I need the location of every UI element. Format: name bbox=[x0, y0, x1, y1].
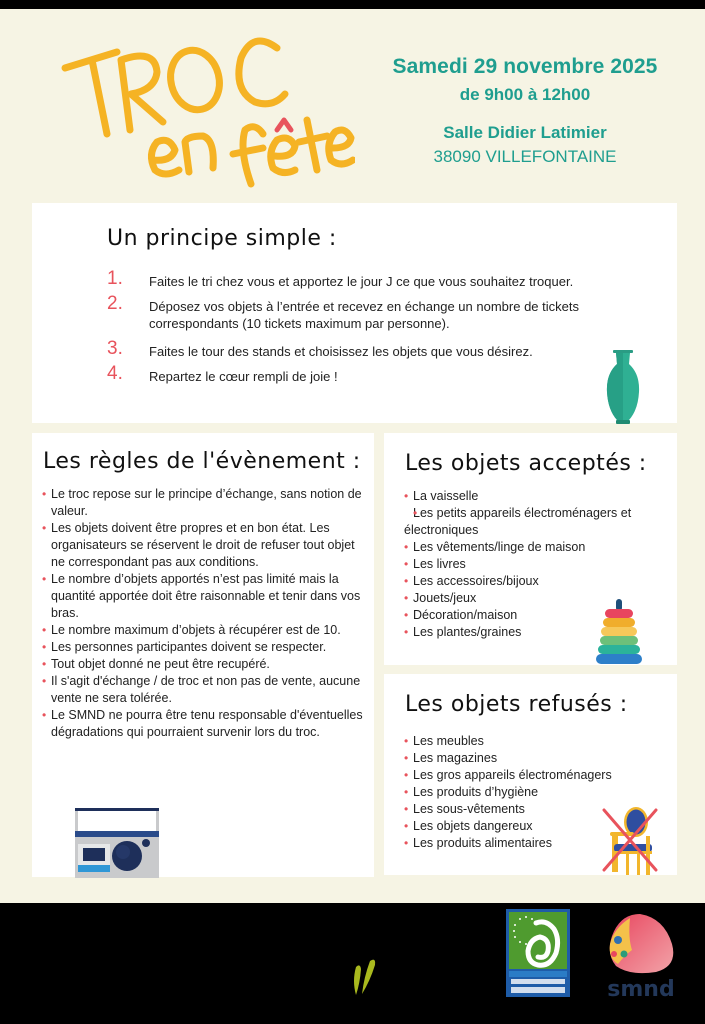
stacking-toy-icon bbox=[595, 599, 643, 665]
event-city: 38090 VILLEFONTAINE bbox=[433, 147, 617, 166]
event-date: Samedi 29 novembre 2025 bbox=[392, 55, 658, 78]
step-number: 2. bbox=[107, 293, 123, 314]
regles-list bbox=[42, 486, 364, 741]
accepted-item: • Les accessoires/bijoux bbox=[404, 573, 674, 590]
rule-item: • Le SMND ne pourra être tenu responsable d'éventuelles dégradations qui pourraient survenir lors du troc. bbox=[42, 707, 364, 741]
step-item bbox=[107, 268, 627, 290]
smnd-text: smnd bbox=[607, 977, 675, 1000]
crossed-chair-icon bbox=[602, 804, 658, 875]
smnd-logo bbox=[600, 910, 682, 1000]
acceptes-panel bbox=[384, 433, 677, 665]
step-number: 3. bbox=[107, 338, 123, 359]
regles-panel bbox=[32, 433, 374, 877]
rule-item: • Il s'agit d'échange / de troc et non pas de vente, aucune vente ne sera tolérée. bbox=[42, 673, 364, 707]
event-info bbox=[370, 55, 680, 167]
accepted-item: • Les livres bbox=[404, 556, 674, 573]
refuses-panel bbox=[384, 674, 677, 875]
principe-title: Un principe simple : bbox=[107, 226, 337, 251]
step-text: Faites le tri chez vous et apportez le jour J ce que vous souhaitez troquer. bbox=[149, 274, 574, 289]
step-item bbox=[107, 293, 627, 332]
radio-icon bbox=[75, 808, 161, 878]
logo-svg bbox=[55, 30, 355, 190]
refuses-title: Les objets refusés : bbox=[405, 692, 628, 717]
step-item bbox=[107, 363, 627, 385]
event-venue: Salle Didier Latimier bbox=[443, 123, 607, 142]
step-text: Déposez vos objets à l’entrée et recevez en échange un nombre de tickets correspondants (10 tickets maximum par personne). bbox=[149, 299, 579, 331]
leaf-logo-icon bbox=[350, 957, 380, 997]
rule-item: • Le troc repose sur le principe d’échange, sans notion de valeur. bbox=[42, 486, 364, 520]
accepted-item: • Jouets/jeux bbox=[404, 590, 674, 607]
top-black-bar bbox=[0, 0, 705, 9]
principe-steps bbox=[107, 268, 627, 385]
principe-panel bbox=[32, 203, 677, 423]
rule-item: • Le nombre maximum d’objets à récupérer est de 10. bbox=[42, 622, 364, 639]
refused-item: • Les produits alimentaires bbox=[404, 835, 674, 852]
accepted-item: • Décoration/maison bbox=[404, 607, 674, 624]
accepted-item: • La vaisselle bbox=[404, 488, 674, 505]
accepted-item: • Les vêtements/linge de maison bbox=[404, 539, 674, 556]
refused-item: • Les sous-vêtements bbox=[404, 801, 674, 818]
rule-item: • Le nombre d’objets apportés n’est pas limité mais la quantité apportée doit être raisonnable et tenir dans vos bras. bbox=[42, 571, 364, 622]
step-text: Repartez le cœur rempli de joie ! bbox=[149, 369, 338, 384]
event-time: de 9h00 à 12h00 bbox=[459, 85, 591, 104]
rule-item: • Les personnes participantes doivent se respecter. bbox=[42, 639, 364, 656]
rule-item: • Les objets doivent être propres et en bon état. Les organisateurs se réservent le droit de refuser tout objet ne correspondant pas aux conditions. bbox=[42, 520, 364, 571]
eu-week-waste-reduction-logo bbox=[506, 909, 570, 997]
troc-en-fete-logo bbox=[55, 30, 355, 190]
refused-item: • Les magazines bbox=[404, 750, 674, 767]
refused-item: • Les gros appareils électroménagers bbox=[404, 767, 674, 784]
regles-title: Les règles de l'évènement : bbox=[43, 449, 361, 474]
circumflex-accent bbox=[277, 120, 291, 130]
refused-item: • Les meubles bbox=[404, 733, 674, 750]
accepted-item: • Les plantes/graines bbox=[404, 624, 674, 641]
step-number: 1. bbox=[107, 268, 123, 289]
step-text: Faites le tour des stands et choisissez les objets que vous désirez. bbox=[149, 344, 533, 359]
step-number: 4. bbox=[107, 363, 123, 384]
accepted-item: • Les petits appareils électroménagers et électroniques bbox=[404, 505, 674, 539]
refused-item: • Les produits d’hygiène bbox=[404, 784, 674, 801]
vase-icon bbox=[604, 350, 642, 424]
acceptes-title: Les objets acceptés : bbox=[405, 451, 647, 476]
refused-item: • Les objets dangereux bbox=[404, 818, 674, 835]
rule-item: • Tout objet donné ne peut être recupéré. bbox=[42, 656, 364, 673]
step-item bbox=[107, 338, 627, 360]
